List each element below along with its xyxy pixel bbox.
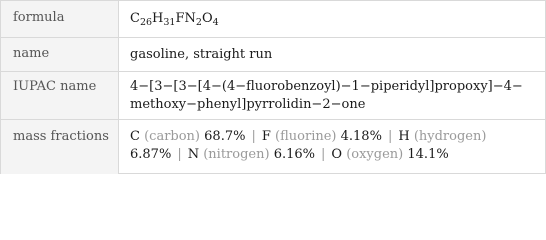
- formula-label: formula: [13, 10, 65, 25]
- mass-fractions-label: mass fractions: [13, 129, 109, 144]
- iupac-label: IUPAC name: [13, 79, 97, 94]
- fraction-oxygen-value: 14.1%: [407, 147, 449, 162]
- iupac-label-cell: [1, 72, 119, 120]
- formula-row: [1, 1, 545, 37]
- name-value: gasoline, straight run: [130, 47, 273, 62]
- fraction-hydrogen-value-line: [130, 147, 171, 162]
- name-row: [1, 37, 545, 72]
- fraction-fluorine: [262, 129, 382, 144]
- fraction-carbon: [130, 129, 245, 144]
- formula-subscript-c: 26: [139, 17, 153, 28]
- mass-fractions-value: [130, 128, 537, 164]
- fraction-nitrogen-value: 6.16%: [273, 147, 315, 162]
- fraction-hydrogen: [398, 129, 486, 144]
- fraction-carbon-name: (carbon): [144, 129, 201, 144]
- iupac-row: [1, 71, 545, 120]
- fraction-carbon-value: 68.7%: [204, 129, 246, 144]
- fraction-separator: |: [387, 129, 393, 144]
- formula-value: [130, 10, 537, 29]
- fraction-separator: |: [321, 147, 326, 162]
- fraction-nitrogen: [188, 147, 315, 162]
- formula-element-h: H: [152, 11, 164, 26]
- fraction-hydrogen-symbol: H: [398, 129, 410, 144]
- fraction-oxygen-symbol: O: [331, 147, 343, 162]
- iupac-value: [130, 78, 537, 114]
- name-label-cell: [1, 38, 119, 72]
- fraction-carbon-symbol: C: [130, 129, 140, 144]
- formula-element-o: O: [201, 11, 213, 26]
- fraction-nitrogen-name: (nitrogen): [203, 147, 270, 162]
- fraction-separator: |: [177, 147, 182, 162]
- mass-fractions-label-cell: [1, 120, 119, 174]
- fraction-fluorine-symbol: F: [261, 129, 271, 144]
- mass-fractions-row: [1, 119, 545, 174]
- formula-subscript-h: 31: [163, 17, 176, 28]
- fraction-hydrogen-name: (hydrogen): [413, 129, 487, 144]
- fraction-nitrogen-symbol: N: [187, 147, 200, 162]
- fraction-oxygen-name: (oxygen): [346, 147, 404, 162]
- iupac-line-1: 4−[3−[3−[4−(4−fluorobenzoyl)−1−piperidyl]propoxy]−4−: [130, 79, 523, 94]
- fraction-fluorine-name: (fluorine): [275, 129, 337, 144]
- formula-element-fn: FN: [175, 11, 196, 26]
- formula-subscript-o: 4: [212, 17, 219, 28]
- fraction-hydrogen-value: 6.87%: [130, 147, 172, 162]
- fraction-oxygen: [331, 147, 448, 162]
- fraction-separator: |: [251, 129, 256, 144]
- fraction-fluorine-value: 4.18%: [340, 129, 382, 144]
- formula-element-c: C: [130, 11, 140, 26]
- formula-label-cell: [1, 1, 119, 37]
- formula-subscript-n: 2: [195, 17, 202, 28]
- name-label: name: [13, 46, 50, 61]
- iupac-line-2: methoxy−phenyl]pyrrolidin−2−one: [130, 97, 366, 112]
